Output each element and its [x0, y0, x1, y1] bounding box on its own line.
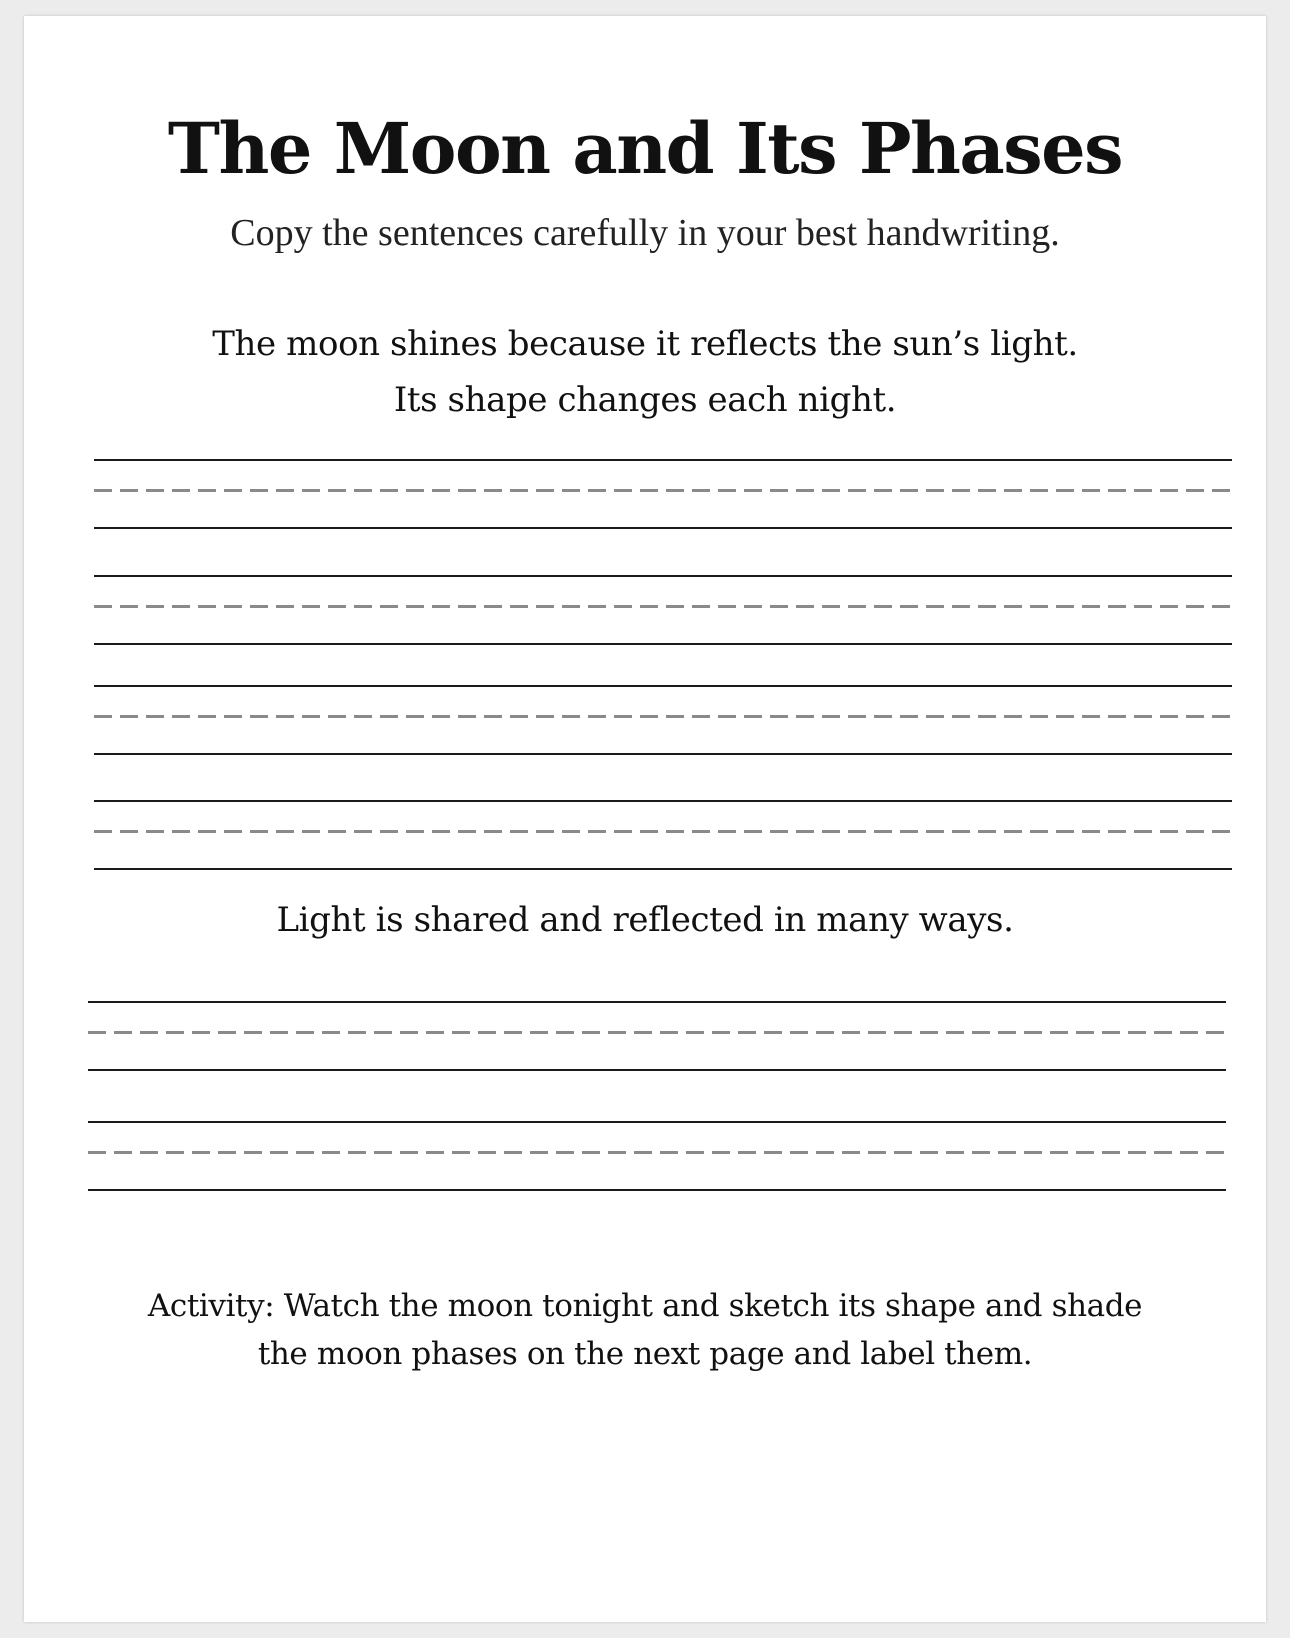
activity-line-1: Activity: Watch the moon tonight and sketch its shape and shade	[147, 1288, 1143, 1324]
handwriting-dashed-midline	[94, 489, 1232, 492]
page-title: The Moon and Its Phases	[167, 107, 1123, 190]
handwriting-baseline	[88, 1189, 1226, 1191]
handwriting-top-line	[88, 1121, 1226, 1123]
handwriting-baseline	[88, 1069, 1226, 1071]
copy-sentence-one-line-1: The moon shines because it reflects the sun’s light.	[212, 324, 1078, 364]
handwriting-line-set	[94, 800, 1232, 870]
copy-sentence-one-line-2: Its shape changes each night.	[393, 380, 897, 420]
handwriting-dashed-midline	[94, 605, 1232, 608]
handwriting-baseline	[94, 643, 1232, 645]
instructions-text: Copy the sentences carefully in your best handwriting.	[230, 212, 1060, 254]
copy-sentence-two: Light is shared and reflected in many ways.	[276, 900, 1014, 940]
handwriting-baseline	[94, 868, 1232, 870]
handwriting-dashed-midline	[94, 715, 1232, 718]
handwriting-line-set	[94, 459, 1232, 529]
copy-sentence-one	[24, 316, 1266, 428]
handwriting-line-set	[88, 1001, 1226, 1071]
activity-line-2: the moon phases on the next page and label them.	[257, 1336, 1033, 1372]
handwriting-line-set	[88, 1121, 1226, 1191]
handwriting-top-line	[94, 575, 1232, 577]
handwriting-top-line	[94, 685, 1232, 687]
handwriting-top-line	[94, 459, 1232, 461]
handwriting-line-set	[94, 685, 1232, 755]
handwriting-dashed-midline	[88, 1151, 1226, 1154]
activity-instructions	[24, 1282, 1266, 1378]
handwriting-line-set	[94, 575, 1232, 645]
handwriting-baseline	[94, 753, 1232, 755]
worksheet-page	[24, 16, 1266, 1622]
handwriting-top-line	[94, 800, 1232, 802]
handwriting-top-line	[88, 1001, 1226, 1003]
handwriting-baseline	[94, 527, 1232, 529]
handwriting-dashed-midline	[94, 830, 1232, 833]
handwriting-dashed-midline	[88, 1031, 1226, 1034]
